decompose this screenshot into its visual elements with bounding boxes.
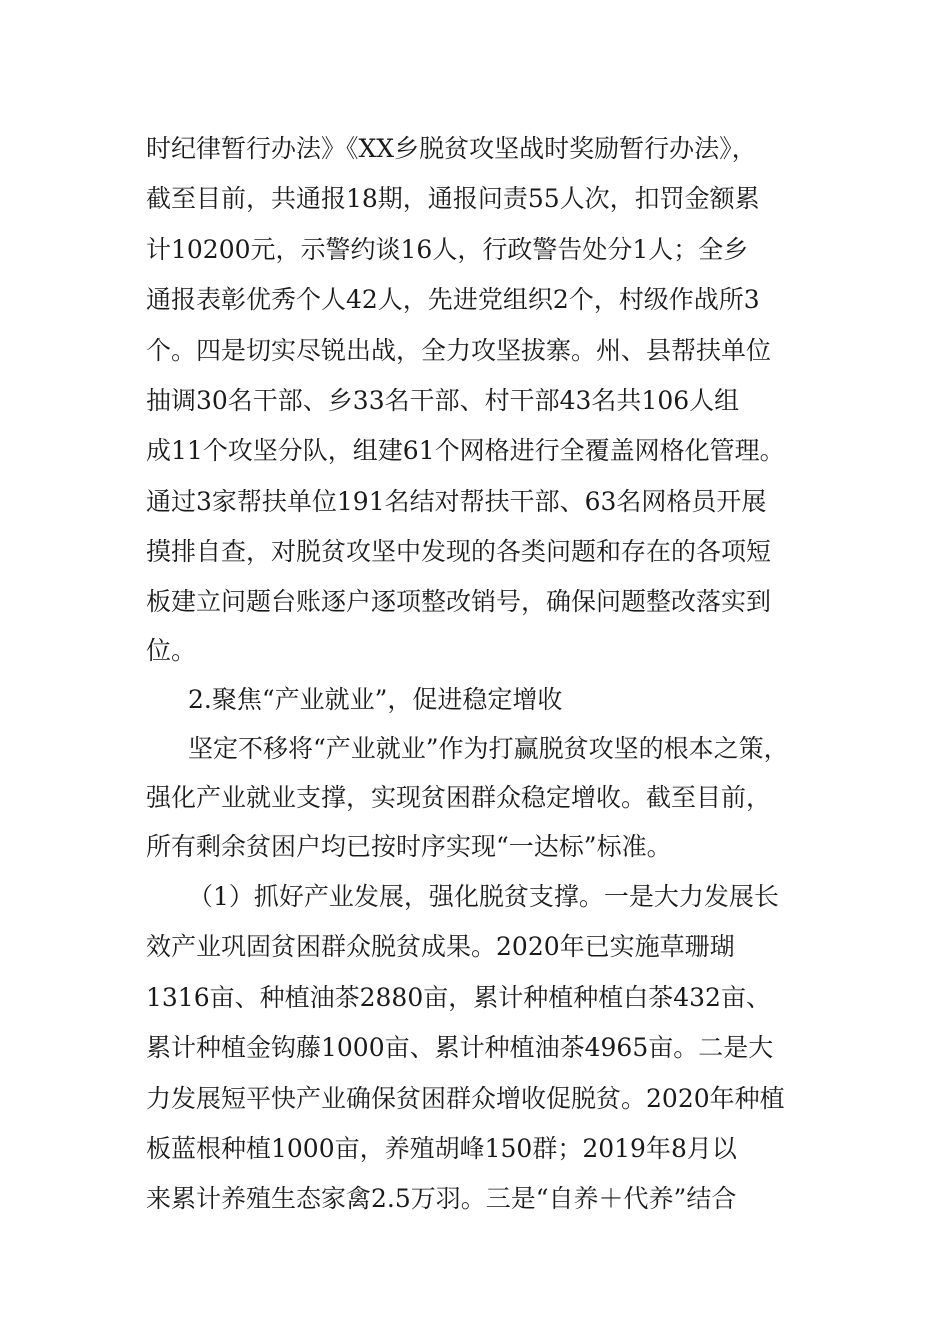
text-line: 抽调30名干部、乡33名干部、村干部43名共106人组 [146,386,740,415]
text-line: 所有剩余贫困户均已按时序实现“一达标”标准。 [146,832,672,861]
text-line: 坚定不移将“产业就业”作为打赢脱贫攻坚的根本之策， [188,734,789,763]
text-line: 力发展短平快产业确保贫困群众增收促脱贫。2020年种植 [146,1084,785,1113]
text-line: 1316亩、种植油茶2880亩，累计种植种植白茶432亩、 [146,983,771,1012]
text-line: 来累计养殖生态家禽2.5万羽。三是“自养＋代养”结合 [146,1184,737,1213]
text-line: 累计种植金钩藤1000亩、累计种植油茶4965亩。二是大 [146,1033,774,1062]
text-line: 成11个攻坚分队，组建61个网格进行全覆盖网格化管理。 [146,436,785,465]
text-line: 通过3家帮扶单位191名结对帮扶干部、63名网格员开展 [146,487,767,516]
text-line: 摸排自查，对脱贫攻坚中发现的各类问题和存在的各项短 [146,537,772,566]
text-line: 计10200元，示警约谈16人，行政警告处分1人；全乡 [146,235,749,264]
text-line: 位。 [146,636,197,665]
text-line: 截至目前，共通报18期，通报问责55人次，扣罚金额累 [146,184,760,213]
text-line: 板蓝根种植1000亩，养殖胡峰150群；2019年8月以 [146,1134,737,1163]
text-line: 时纪律暂行办法》《XX乡脱贫攻坚战时奖励暂行办法》， [146,134,757,163]
text-line: 效产业巩固贫困群众脱贫成果。2020年已实施草珊瑚 [146,932,735,961]
text-line: 个。四是切实尽锐出战，全力攻坚拔寨。州、县帮扶单位 [146,336,772,365]
text-line: 板建立问题台账逐户逐项整改销号，确保问题整改落实到 [146,587,772,616]
section-heading: 2.聚焦“产业就业”，促进稳定增收 [188,685,563,714]
text-line: 强化产业就业支撑，实现贫困群众稳定增收。截至目前， [146,783,772,812]
text-line: 通报表彰优秀个人42人，先进党组织2个，村级作战所3 [146,285,760,314]
subsection-line: （1）抓好产业发展，强化脱贫支撑。一是大力发展长 [188,882,779,911]
